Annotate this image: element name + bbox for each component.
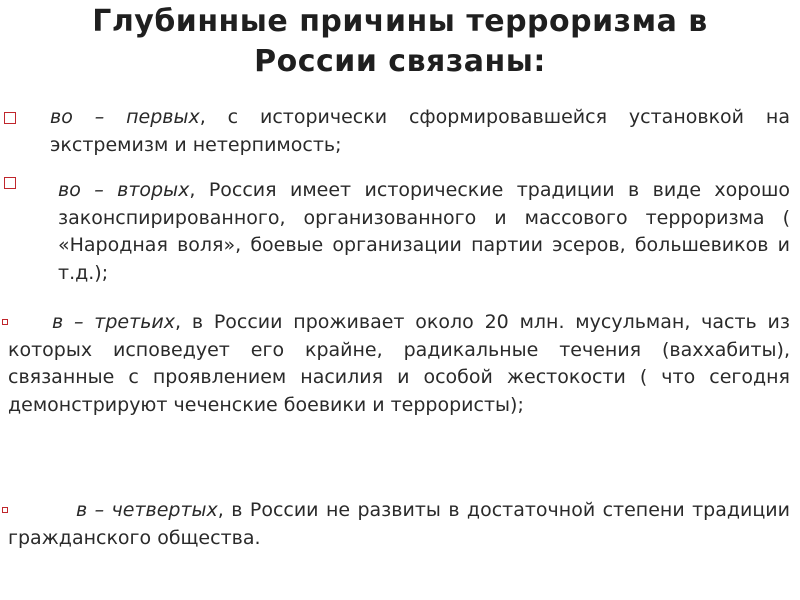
square-bullet-icon (4, 177, 16, 189)
square-bullet-icon (4, 112, 16, 124)
bullet-lead: во – первых (50, 106, 200, 128)
bullet-text: , Россия имеет исторические традиции в виде хорошо законспирированного, организованного и массового терроризма ( «Народная воля», боевые организации партии эсеров, большевиков и т.д.); (58, 179, 790, 284)
slide-title (0, 2, 800, 82)
bullet-item-fourth (8, 497, 790, 552)
bullet-lead: во – вторых (58, 179, 190, 201)
bullet-lead: в – третьих (52, 311, 175, 333)
bullet-item-third (8, 309, 790, 419)
slide-title-line-2: России связаны: (254, 44, 546, 79)
bullet-item-second (58, 177, 790, 287)
square-bullet-icon (2, 319, 8, 325)
bullet-lead: в – четвертых (76, 499, 218, 521)
bullet-text: , в России проживает около 20 млн. мусульман, часть из которых исповедует его крайне, радикальные течения (ваххабиты), связанные с проявлением насилия и особой жестокости ( что сегодня демонстрируют чеченские боевики и террористы); (8, 311, 790, 416)
square-bullet-icon (2, 507, 8, 513)
bullet-item-first (50, 104, 790, 159)
slide-title-line-1: Глубинные причины терроризма в (92, 4, 708, 39)
bullet-text: , в России не развиты в достаточной степени традиции гражданского общества. (8, 499, 790, 549)
bullet-text: , с исторически сформировавшейся установкой на экстремизм и нетерпимость; (50, 106, 790, 156)
